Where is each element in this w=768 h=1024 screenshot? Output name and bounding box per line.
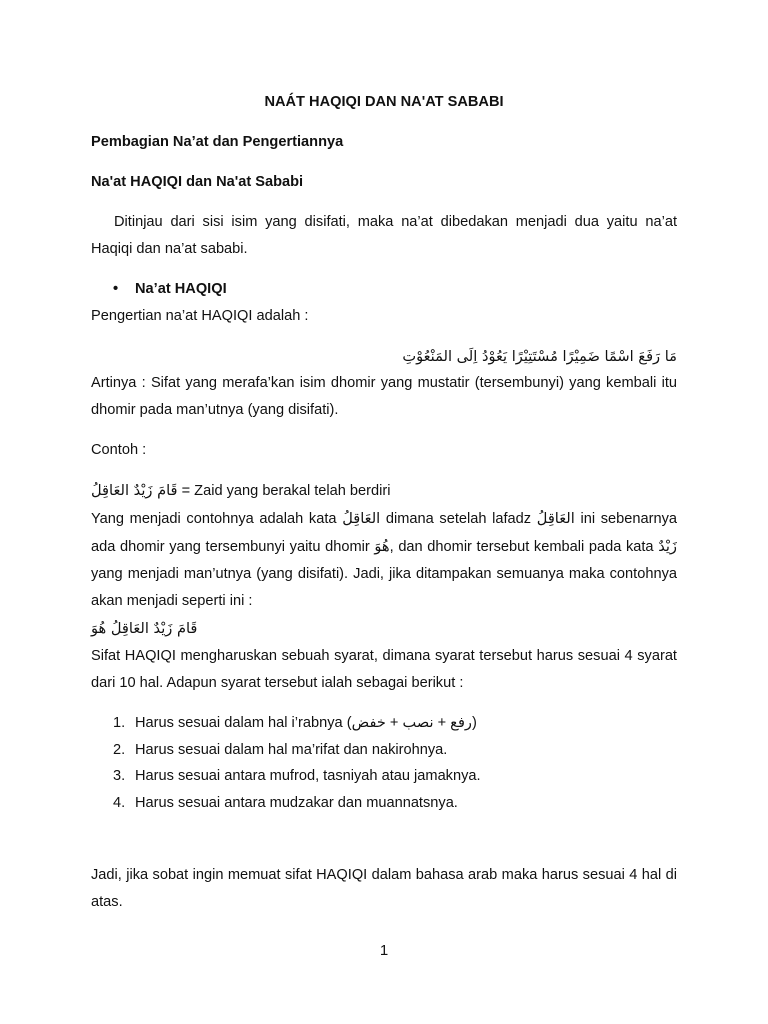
syarat-intro: Sifat HAQIQI mengharuskan sebuah syarat, dimana syarat tersebut harus sesuai 4 syarat dari 10 hal. Adapun syarat tersebut ialah sebagai berikut :	[91, 648, 677, 691]
explanation-text-4: , dan dhomir tersebut kembali pada kata	[389, 539, 654, 555]
list-text: Harus sesuai dalam hal i’rabnya (رفع + نصب + خفض)	[135, 715, 477, 731]
word-huwa: هُوَ	[374, 538, 390, 555]
bullet-item	[91, 276, 677, 303]
explanation-paragraph	[91, 505, 677, 615]
subsection-heading: Na'at HAQIQI dan Na'at Sababi	[91, 174, 304, 190]
list-item	[91, 710, 677, 737]
example-full-line	[91, 615, 677, 643]
word-aqil-2: العَاقِلُ	[536, 510, 575, 527]
document-page	[91, 89, 677, 916]
document-title: NAÁT HAQIQI DAN NA'AT SABABI	[264, 94, 504, 110]
list-number: 1.	[113, 715, 126, 731]
list-item	[91, 790, 677, 817]
list-item	[91, 763, 677, 790]
example-arabic: قَامَ زَيْدٌ العَاقِلُ	[91, 482, 178, 499]
word-zaid: زَيْدٌ	[658, 538, 677, 555]
arabic-definition: مَا رَفَعَ اسْمًا ضَمِيْرًا مُسْتَتِيْرًا يَعُوْدُ اِلَى المَنْعُوْتِ	[402, 348, 677, 365]
definition-intro: Pengertian na’at HAQIQI adalah :	[91, 308, 309, 324]
section-heading: Pembagian Na’at dan Pengertiannya	[91, 134, 344, 150]
list-text: Harus sesuai antara mufrod, tasniyah atau jamaknya.	[135, 768, 481, 784]
list-item	[91, 737, 677, 764]
bullet-label: Na’at HAQIQI	[135, 281, 227, 297]
conclusion-paragraph: Jadi, jika sobat ingin memuat sifat HAQIQI dalam bahasa arab maka harus sesuai 4 hal di atas.	[91, 867, 677, 910]
example-full-arabic: قَامَ زَيْدٌ العَاقِلُ هُوَ	[91, 620, 198, 637]
explanation-text-1: Yang menjadi contohnya adalah kata	[91, 511, 337, 527]
artinya-paragraph: Artinya : Sifat yang merafa’kan isim dhomir yang mustatir (tersembunyi) yang kembali itu dhomir pada man’utnya (yang disifati).	[91, 375, 677, 418]
example-line	[91, 477, 677, 505]
list-text: Harus sesuai dalam hal ma’rifat dan nakirohnya.	[135, 741, 448, 758]
intro-paragraph: Ditinjau dari sisi isim yang disifati, maka na’at dibedakan menjadi dua yaitu na’at Haqiqi dan na’at sababi.	[91, 214, 677, 257]
example-meaning: = Zaid yang berakal telah berdiri	[181, 483, 391, 499]
word-aqil: العَاقِلُ	[342, 510, 381, 527]
syarat-list	[91, 710, 677, 816]
bullet-icon: •	[113, 281, 119, 297]
list-text: Harus sesuai antara mudzakar dan muannatsnya.	[135, 794, 458, 811]
contoh-label: Contoh :	[91, 442, 147, 458]
list-number: 2.	[113, 741, 126, 758]
list-number: 4.	[113, 794, 126, 811]
list-number: 3.	[113, 768, 126, 784]
explanation-text-5: yang menjadi man’utnya (yang disifati). Jadi, jika ditampakan semuanya maka contohnya akan menjadi seperti ini :	[91, 566, 677, 609]
explanation-text-3: ini sebenarnya ada dhomir yang tersembunyi yaitu dhomir	[91, 511, 677, 555]
explanation-text-2: dimana setelah lafadz	[385, 511, 532, 527]
page-number: 1	[379, 942, 389, 959]
